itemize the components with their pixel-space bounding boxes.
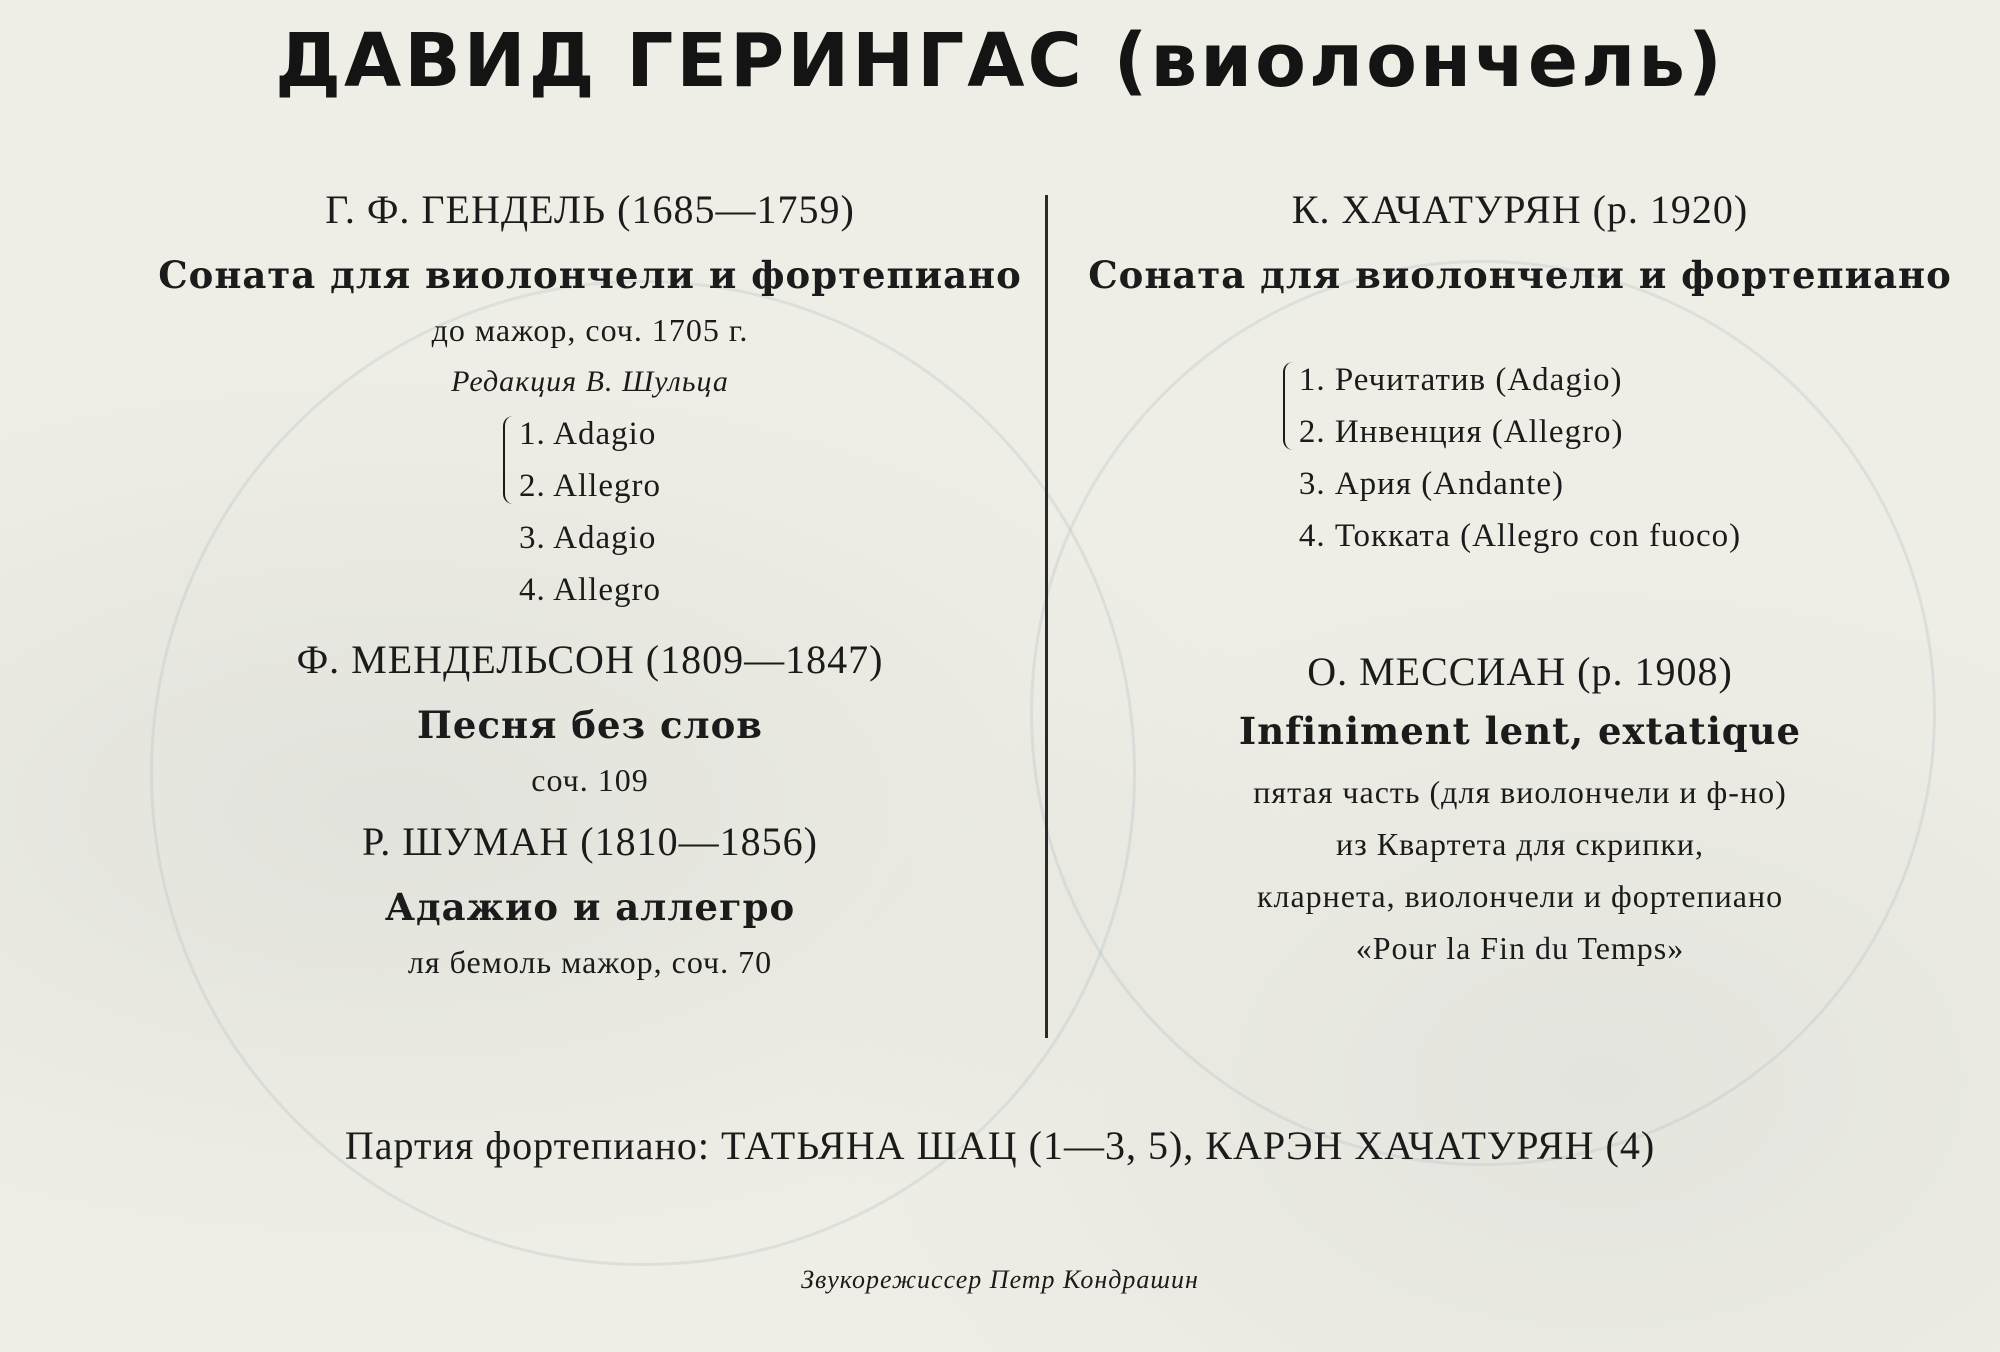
messiaen-desc-line: кларнета, виолончели и фортепиано — [1256, 878, 1784, 914]
messiaen-desc-line: «Pour la Fin du Temps» — [1355, 930, 1685, 966]
composer-schumann: Р. ШУМАН (1810—1856) — [362, 819, 818, 864]
piano-credit: Партия фортепиано: ТАТЬЯНА ШАЦ (1—3, 5), КАРЭН ХАЧАТУРЯН (4) — [344, 1123, 1656, 1168]
handel-movements — [519, 408, 661, 616]
handel-edition: Редакция В. Шульца — [451, 365, 729, 398]
movement-item: 2. Инвенция (Allegro) — [1298, 414, 1624, 450]
khachaturian-movements — [1299, 354, 1741, 562]
movement-item: 3. Ария (Andante) — [1298, 466, 1565, 502]
messiaen-desc-line: из Квартета для скрипки, — [1336, 826, 1704, 862]
work-schumann: Адажио и аллегро — [384, 885, 796, 929]
work-messiaen: Infiniment lent, extatique — [1238, 709, 1802, 753]
work-khachaturian-sonata: Соната для виолончели и фортепиано — [1088, 253, 1952, 297]
movement-item: 2. Allegro — [519, 468, 661, 504]
composer-messiaen: О. МЕССИАН (р. 1908) — [1307, 649, 1733, 694]
movement-item: 4. Токката (Allegro con fuoco) — [1298, 518, 1742, 554]
brace-icon — [1283, 362, 1295, 450]
messiaen-desc-line: пятая часть (для виолончели и ф-но) — [1253, 774, 1787, 810]
movement-item: 1. Adagio — [519, 416, 657, 452]
composer-khachaturian: К. ХАЧАТУРЯН (р. 1920) — [1291, 187, 1749, 232]
movement-item: 1. Речитатив (Adagio) — [1298, 362, 1623, 398]
movement-item: 3. Adagio — [519, 520, 657, 556]
right-column — [1080, 180, 1960, 974]
work-handel-sonata: Соната для виолончели и фортепиано — [158, 253, 1022, 297]
handel-key: до мажор, соч. 1705 г. — [431, 312, 749, 348]
album-title: ДАВИД ГЕРИНГАС (виолончель) — [275, 18, 1725, 104]
composer-handel: Г. Ф. ГЕНДЕЛЬ (1685—1759) — [325, 187, 855, 232]
composer-mendelssohn: Ф. МЕНДЕЛЬСОН (1809—1847) — [296, 637, 884, 682]
mendelssohn-opus: соч. 109 — [531, 762, 649, 798]
sound-engineer-credit: Звукорежиссер Петр Кондрашин — [801, 1265, 1199, 1294]
brace-icon — [503, 416, 515, 504]
left-column — [150, 180, 1030, 988]
schumann-key: ля бемоль мажор, соч. 70 — [407, 944, 773, 980]
movement-item: 4. Allegro — [519, 572, 661, 608]
column-divider — [1045, 195, 1048, 1038]
work-mendelssohn: Песня без слов — [416, 703, 764, 747]
